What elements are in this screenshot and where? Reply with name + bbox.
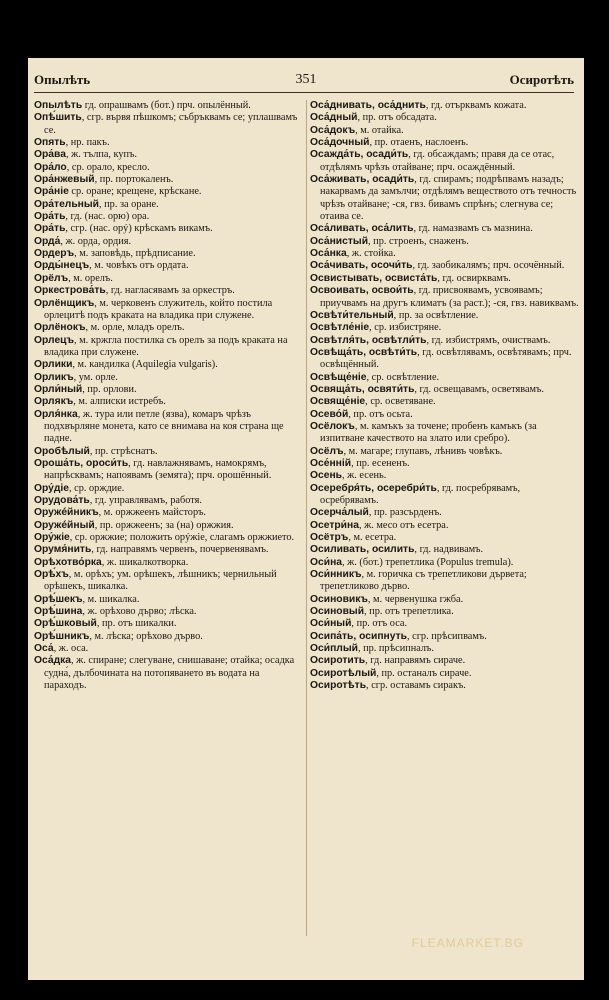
dictionary-entry: [310, 606, 580, 618]
headword: Ора́ва: [34, 149, 66, 161]
headword: Орлякъ: [34, 396, 74, 408]
dictionary-entry: [34, 569, 304, 594]
dictionary-entry: [310, 668, 580, 680]
headword: Ору́діе: [34, 482, 70, 494]
definition: , ср. оржжие; положить орýжіе, слагамъ оржжието.: [69, 532, 295, 544]
dictionary-entry: [34, 248, 304, 260]
dictionary-entry: [34, 273, 304, 285]
definition: , сгр. вървя пѣшкомъ; събръквамъ се; уплашвамъ се.: [44, 112, 298, 136]
headword: Осиливать, осилить: [310, 544, 415, 556]
dictionary-entry: [34, 594, 304, 606]
headword: Оробѣлый: [34, 445, 90, 457]
header-rule: [34, 92, 574, 93]
definition: , ср. орало, кресло.: [66, 161, 150, 173]
headword: Орля́нка: [34, 408, 78, 420]
dictionary-entry: [310, 137, 580, 149]
definition: , м. орле, младъ орелъ.: [85, 322, 185, 334]
dictionary-entry: [310, 248, 580, 260]
headword: Освяще́ніе: [310, 396, 366, 408]
dictionary-entry: [310, 680, 580, 692]
headword: Ора́ть: [34, 223, 66, 235]
dictionary-entry: [310, 421, 580, 446]
definition: ср. оране; крещене, крѣскане.: [68, 186, 202, 198]
definition: , гд. освѣтлявамъ, освѣтявамъ; прч. освѣщённый.: [320, 346, 572, 371]
headword: Осёлокъ: [310, 420, 355, 432]
dictionary-entry: [310, 643, 580, 655]
headword: Опылѣ́ть: [34, 100, 83, 111]
definition: , гд. спирамъ; подрѣпвамъ назадъ; накарвамъ да замълчи; отдѣлямъ веществото отъ течность чрѣзъ отайване; -ся, гвз. бивамъ спрѣнъ; слегнува се; отаива се.: [320, 174, 577, 223]
definition: , гд. навлажнявамъ, намокрямъ, напрѣсквамъ; напоявамъ (земята); прч. орошённый.: [44, 457, 272, 482]
headword: Орѣ́шковый: [34, 618, 97, 630]
dictionary-entry: [34, 409, 304, 446]
definition: , пр. разсърденъ.: [368, 507, 442, 519]
headword: Ору́жіе: [34, 532, 70, 544]
header-left-word: Опылѣть: [34, 72, 91, 87]
dictionary-entry: [34, 199, 304, 211]
dictionary-entry: [34, 335, 304, 360]
definition: , м. кандилка (Aquilegia vulgaris).: [72, 359, 218, 371]
dictionary-entry: [34, 149, 304, 161]
definition: , ум. орле.: [73, 371, 118, 383]
dictionary-entry: [310, 458, 580, 470]
definition: , пр. отъ трепетлика.: [364, 606, 454, 618]
headword: Осиновикъ: [310, 593, 368, 605]
headword: Оса́чивать, осочи́ть: [310, 260, 413, 272]
dictionary-entry: [310, 594, 580, 606]
dictionary-entry: [34, 322, 304, 334]
headword: Ордеръ: [34, 248, 75, 260]
dictionary-entry: [310, 631, 580, 643]
definition: , гд. управлявамъ, работя.: [89, 495, 202, 506]
definition: , гд. направямъ сираче.: [365, 655, 466, 667]
definition: , м. есетра.: [348, 532, 397, 544]
dictionary-entry: [34, 260, 304, 272]
definition: , пр. отъ оса.: [351, 618, 408, 630]
dictionary-entry: [310, 655, 580, 667]
dictionary-entry: [310, 532, 580, 544]
headword: Осиротѣлый: [310, 667, 377, 679]
dictionary-entry: [34, 174, 304, 186]
headword: Оса́ливать, оса́лить: [310, 223, 414, 235]
dictionary-entry: [34, 162, 304, 174]
definition: , ж. орѣхово дърво; лѣска.: [82, 606, 197, 618]
headword: Оса́докъ: [310, 124, 356, 136]
definition: , ж. тура или петле (язва), комаръ чрѣзъ подхвърляне монета, като се внимава на коя страна ще падне.: [44, 408, 284, 445]
headword: Оса́дочный: [310, 137, 370, 149]
headword: Осеребря́ть, осеребри́ть: [310, 482, 437, 494]
headword: Оси́на: [310, 556, 343, 568]
dictionary-entry: [310, 618, 580, 630]
dictionary-entry: [34, 384, 304, 396]
dictionary-entry: [310, 396, 580, 408]
definition: , ж. стойка.: [346, 248, 396, 260]
dictionary-entry: [34, 211, 304, 223]
headword: Осиротѣть: [310, 680, 367, 692]
headword: Ора́тельный: [34, 198, 100, 210]
headword: Освоивать, освои́ть: [310, 285, 414, 297]
definition: , ср. осветяване.: [365, 396, 436, 408]
headword: Орлецъ: [34, 334, 75, 346]
definition: , сгр. оставамъ сиракъ.: [366, 680, 466, 692]
dictionary-entry: [310, 236, 580, 248]
headword: Ора́ть: [34, 211, 66, 223]
headword: Орда́: [34, 235, 61, 247]
dictionary-entry: [34, 643, 304, 655]
dictionary-entry: [34, 100, 304, 112]
dictionary-entry: [34, 458, 304, 483]
dictionary-entry: [34, 495, 304, 507]
definition: , ср. избистряне.: [369, 322, 442, 334]
dictionary-entry: [310, 335, 580, 347]
headword: Орѣ́шникъ: [34, 630, 90, 642]
definition: , ж. есень.: [342, 470, 387, 482]
dictionary-entry: [310, 569, 580, 594]
definition: , гд. направямъ червенъ, почервенявамъ.: [91, 544, 269, 556]
definition: , м. черковенъ служитель, който постила орлецитѣ подъ краката на владика при служене.: [44, 297, 273, 321]
headword: Осёлъ: [310, 445, 344, 457]
dictionary-entry: [310, 112, 580, 124]
header-right-word: Осиротѣть: [509, 72, 574, 87]
dictionary-entry: [34, 112, 304, 137]
definition: , ср. освѣтление.: [366, 371, 440, 383]
definition: , м. магаре; глупавъ, лѣнивъ човѣкъ.: [343, 445, 503, 457]
definition: , м. камъкъ за точене; пробенъ камъкъ (за изпитване качеството на злато или сребро).: [320, 420, 537, 445]
definition: , гд. освирквамъ.: [437, 272, 511, 284]
headword: Ороша́ть, ороси́ть: [34, 457, 129, 469]
dictionary-entry: [310, 149, 580, 174]
definition: , пр. за освѣтление.: [393, 309, 479, 321]
definition: , пр. отъ осьта.: [348, 408, 413, 420]
headword: Орумя́нить: [34, 544, 92, 556]
page-number: 351: [295, 72, 317, 87]
dictionary-entry: [310, 483, 580, 508]
dictionary-entry: [34, 606, 304, 618]
definition: , ж. спиране; слегуване, снишаване; отайка; осадка судна́, дълбочината на потопяването въ водата на параходъ.: [44, 655, 295, 692]
dictionary-entry: [310, 125, 580, 137]
headword: Орды́нецъ: [34, 260, 90, 272]
dictionary-entry: [34, 655, 304, 692]
dictionary-entry: [310, 285, 580, 310]
definition: , пр. строенъ, снаженъ.: [368, 235, 469, 247]
dictionary-entry: [34, 532, 304, 544]
dictionary-entry: [34, 298, 304, 323]
definition: , гд. нагласявамъ за оркестръ.: [105, 285, 235, 297]
definition: , гд. отърквамъ кожата.: [425, 100, 527, 111]
dictionary-entry: [310, 557, 580, 569]
dictionary-entry: [310, 322, 580, 334]
headword: Орудова́ть: [34, 495, 90, 506]
definition: , м. орѣхъ; ум. орѣшекъ, лѣшникъ; чернильный орѣшекъ, шикалка.: [44, 569, 277, 593]
headword: Освѣща́ть, освѣти́ть: [310, 346, 418, 358]
definition: , ж. шикалкотворка.: [101, 556, 189, 568]
headword: Орли́ный: [34, 383, 83, 395]
headword: Орѣ́хъ: [34, 569, 69, 581]
dictionary-entry: [310, 409, 580, 421]
headword: Ора́нжевый: [34, 174, 95, 186]
headword: Орлёнокъ: [34, 322, 86, 334]
definition: , ж. оса.: [53, 643, 89, 655]
definition: гд. опрашвамъ (бот.) прч. опылённый.: [82, 100, 251, 111]
headword: Оса́нка: [310, 248, 347, 260]
dictionary-entry: [310, 544, 580, 556]
dictionary-entry: [34, 544, 304, 556]
headword: Оса́дка: [34, 655, 72, 667]
definition: , сгр. прѣсипвамъ.: [406, 630, 487, 642]
definition: , пр. стрѣснатъ.: [89, 445, 158, 457]
headword: Оса́дный: [310, 112, 358, 124]
definition: , м. горичка съ трепетликови дървета; трепетликово дърво.: [320, 569, 527, 593]
headword: Орѣ́шина: [34, 606, 83, 618]
headword: Орѣ́шекъ: [34, 593, 83, 605]
dictionary-entry: [34, 557, 304, 569]
dictionary-entry: [310, 470, 580, 482]
headword: Оружéйникъ: [34, 507, 99, 519]
definition: , м. заповѣдь, прѣдписание.: [74, 248, 196, 260]
dictionary-entry: [34, 186, 304, 198]
dictionary-entry: [34, 446, 304, 458]
headword: Освистывать, освиста́ть: [310, 272, 438, 284]
definition: , пр. отъ обсадата.: [357, 112, 437, 124]
definition: , м. червенушка гжба.: [367, 593, 464, 605]
dictionary-entry: [34, 520, 304, 532]
headword: Освѣтле́ніе: [310, 322, 370, 334]
definition: , гд. обсаждамъ; правя да се отаc, отдѣлямъ чрѣзъ отайване; прч. осаждённый.: [320, 149, 555, 173]
headword: Осево́й: [310, 408, 349, 420]
definition: , пр. орлови.: [82, 383, 137, 395]
headword: Оса́: [34, 643, 54, 655]
definition: , пр. портокаленъ.: [94, 174, 174, 186]
dictionary-page: [28, 58, 584, 980]
definition: , сгр. (нас. орý) крѣскамъ викамъ.: [65, 223, 213, 235]
headword: Оса́живать, осади́ть: [310, 174, 415, 186]
dictionary-entry: [310, 174, 580, 223]
definition: , гд. надвивамъ.: [414, 544, 484, 556]
dictionary-entry: [310, 446, 580, 458]
definition: , м. орелъ.: [68, 272, 113, 284]
headword: Оружéйный: [34, 519, 95, 531]
definition: , пр. отъ шикалки.: [96, 618, 177, 630]
definition: , м. човѣкъ отъ ордата.: [89, 260, 189, 272]
dictionary-entry: [310, 372, 580, 384]
watermark: FLEAMARKET.BG: [411, 936, 524, 950]
definition: , м. лѣска; орѣхово дърво.: [89, 630, 203, 642]
dictionary-entry: [34, 507, 304, 519]
headword: Осиновый: [310, 606, 365, 618]
headword: Оса́нистый: [310, 235, 369, 247]
headword: Опять: [34, 137, 66, 149]
dictionary-entry: [310, 507, 580, 519]
dictionary-entry: [310, 273, 580, 285]
headword: Осерча́лый: [310, 507, 369, 519]
dictionary-entry: [310, 310, 580, 322]
dictionary-entry: [34, 359, 304, 371]
dictionary-entry: [34, 396, 304, 408]
definition: , ж. орда, ордия.: [60, 235, 132, 247]
definition: , ср. орждие.: [69, 482, 125, 494]
dictionary-entry: [34, 236, 304, 248]
headword: Освяща́ть, освяти́ть: [310, 383, 415, 395]
definition: , ж. месо отъ есетра.: [358, 519, 449, 531]
definition: , гд. заобикалямъ; прч. осочённый.: [412, 260, 565, 272]
dictionary-entry: [310, 223, 580, 235]
dictionary-entry: [34, 137, 304, 149]
headword: Оси́ный: [310, 618, 352, 630]
definition: , пр. оржжеенъ; за (на) оржжия.: [94, 519, 234, 531]
headword: Оси́плый: [310, 643, 358, 655]
headword: Оса́днивать, оса́днить: [310, 100, 426, 111]
headword: Орлёнщикъ: [34, 297, 95, 309]
definition: , м. оржжеенъ майсторъ.: [98, 507, 207, 519]
definition: , пр. за оране.: [99, 198, 159, 210]
dictionary-entry: [310, 260, 580, 272]
headword: Освѣти́тельный: [310, 309, 394, 321]
dictionary-entry: [34, 631, 304, 643]
headword: Оси́нникъ: [310, 569, 362, 581]
headword: Осётръ: [310, 532, 349, 544]
dictionary-entry: [310, 384, 580, 396]
definition: , пр. останалъ сираче.: [376, 667, 472, 679]
dictionary-entry: [34, 618, 304, 630]
definition: , пр. отаенъ, наслоенъ.: [369, 137, 469, 149]
definition: , м. кржгла постилка съ орелъ за подъ краката на владика при служене.: [44, 334, 288, 358]
headword: Ора́ніе: [34, 186, 69, 198]
definition: , пр. есененъ.: [351, 457, 410, 469]
headword: Осипа́ть, осипнуть: [310, 630, 407, 642]
dictionary-entry: [310, 520, 580, 532]
definition: , пр. прѣсипналъ.: [357, 643, 434, 655]
headword: Орѣхотво́рка: [34, 556, 102, 568]
dictionary-entry: [34, 483, 304, 495]
headword: Орёлъ: [34, 272, 69, 284]
definition: , гд. освещавамъ, осветявамъ.: [414, 383, 544, 395]
definition: , гд. избистрямъ, очиствамъ.: [426, 334, 551, 346]
definition: , гд. посребрявамъ, осребрявамъ.: [320, 482, 521, 506]
running-header: [28, 72, 584, 94]
definition: , ж. тълпа, купъ.: [65, 149, 137, 161]
definition: , м. шикалка.: [82, 593, 140, 605]
dictionary-entry: [34, 285, 304, 297]
headword: Освѣще́ніе: [310, 371, 367, 383]
dictionary-entry: [34, 372, 304, 384]
right-column: [310, 100, 580, 693]
definition: , ж. (бот.) трепетлика (Populus tremula).: [342, 556, 514, 568]
definition: , гд. намазвамъ съ мазнина.: [413, 223, 533, 235]
left-column: [34, 100, 304, 693]
definition: , м. отайка.: [355, 124, 404, 136]
headword: Орликъ: [34, 371, 74, 383]
dictionary-entry: [34, 223, 304, 235]
headword: Опѣ́шить: [34, 112, 82, 124]
headword: Оркестрова́ть: [34, 285, 106, 297]
definition: , нр. пакъ.: [65, 137, 110, 149]
headword: Осиротить: [310, 655, 366, 667]
headword: Орлики: [34, 359, 73, 371]
dictionary-entry: [310, 100, 580, 112]
headword: Ора́ло: [34, 161, 67, 173]
definition: , гд. (нас. орю) ора.: [65, 211, 150, 223]
column-divider: [306, 100, 307, 936]
headword: Осетри́на: [310, 519, 359, 531]
dictionary-entry: [310, 347, 580, 372]
definition: , м. алписки истребъ.: [73, 396, 166, 408]
headword: Осе́нній: [310, 457, 352, 469]
headword: Осажда́ть, осади́ть: [310, 149, 409, 161]
definition: , гд. присвоявамъ, усвоявамъ; приучвамъ на другъ климатъ (за раст.); -ся, гвз. навиквамъ.: [320, 285, 579, 309]
headword: Освѣтля́ть, освѣтли́ть: [310, 334, 427, 346]
headword: Осень: [310, 470, 343, 482]
